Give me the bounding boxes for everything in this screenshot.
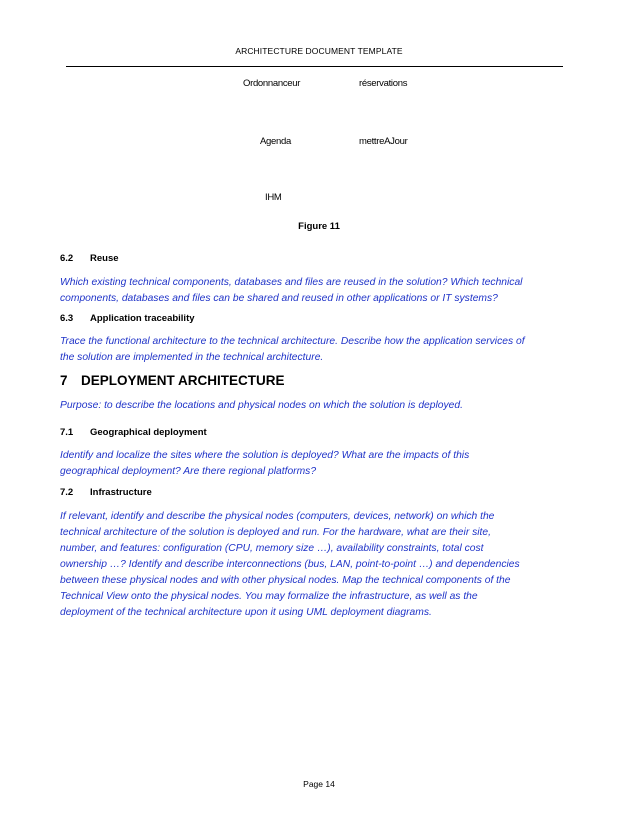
diagram-label-ordonnanceur: Ordonnanceur <box>243 78 301 89</box>
body-line: Technical View onto the physical nodes. You may formalize the infrastructure, as well as the <box>60 591 478 602</box>
chapter-title: DEPLOYMENT ARCHITECTURE <box>81 373 285 388</box>
body-line: deployment of the technical architecture upon it using UML deployment diagrams. <box>60 607 432 618</box>
body-line: geographical deployment? Are there regional platforms? <box>60 466 317 477</box>
page-header: ARCHITECTURE DOCUMENT TEMPLATE <box>235 46 403 56</box>
body-line: Purpose: to describe the locations and physical nodes on which the solution is deployed. <box>60 400 463 411</box>
chapter-heading-deployment-architecture <box>60 373 285 388</box>
body-line: the solution are implemented in the technical architecture. <box>60 352 324 363</box>
body-line: Which existing technical components, databases and files are reused in the solution? Which technical <box>60 277 523 288</box>
diagram-label-mettre-a-jour: mettreAJour <box>359 136 408 147</box>
chapter-number: 7 <box>60 373 68 388</box>
figure-caption: Figure 11 <box>298 221 340 232</box>
body-line: Identify and localize the sites where the solution is deployed? What are the impacts of this <box>60 450 470 461</box>
body-line: If relevant, identify and describe the physical nodes (computers, devices, network) on which the <box>60 511 495 522</box>
section-title: Application traceability <box>90 313 195 324</box>
diagram-label-ihm: IHM <box>265 192 282 203</box>
section-heading-reuse <box>60 253 119 264</box>
header-rule <box>66 66 563 67</box>
section-title: Geographical deployment <box>90 427 207 438</box>
body-line: Trace the functional architecture to the technical architecture. Describe how the application services of <box>60 336 525 347</box>
section-title: Infrastructure <box>90 487 152 498</box>
body-line: components, databases and files can be shared and reused in other applications or IT systems? <box>60 293 498 304</box>
section-heading-infrastructure <box>60 487 152 498</box>
chapter-purpose <box>60 398 580 414</box>
body-line: between these physical nodes and with other physical nodes. Map the technical components of the <box>60 575 511 586</box>
section-number: 6.3 <box>60 313 74 324</box>
body-line: number, and features: configuration (CPU, memory size …), availability constraints, total cost <box>60 543 484 554</box>
section-body-infrastructure <box>60 509 580 621</box>
section-heading-geographical-deployment <box>60 427 207 438</box>
section-heading-application-traceability <box>60 313 195 324</box>
section-number: 6.2 <box>60 253 74 264</box>
section-body-reuse <box>60 275 580 307</box>
section-number: 7.1 <box>60 427 74 438</box>
diagram-label-reservations: réservations <box>359 78 408 89</box>
section-number: 7.2 <box>60 487 74 498</box>
diagram-label-agenda: Agenda <box>260 136 291 147</box>
section-body-geographical-deployment <box>60 448 580 480</box>
section-body-application-traceability <box>60 334 580 366</box>
body-line: ownership …? Identify and describe interconnections (bus, LAN, point-to-point …) and dependencies <box>60 559 520 570</box>
page-number: Page 14 <box>303 779 335 789</box>
body-line: technical architecture of the solution is deployed and run. For the hardware, what are their site, <box>60 527 491 538</box>
section-title: Reuse <box>90 253 119 264</box>
